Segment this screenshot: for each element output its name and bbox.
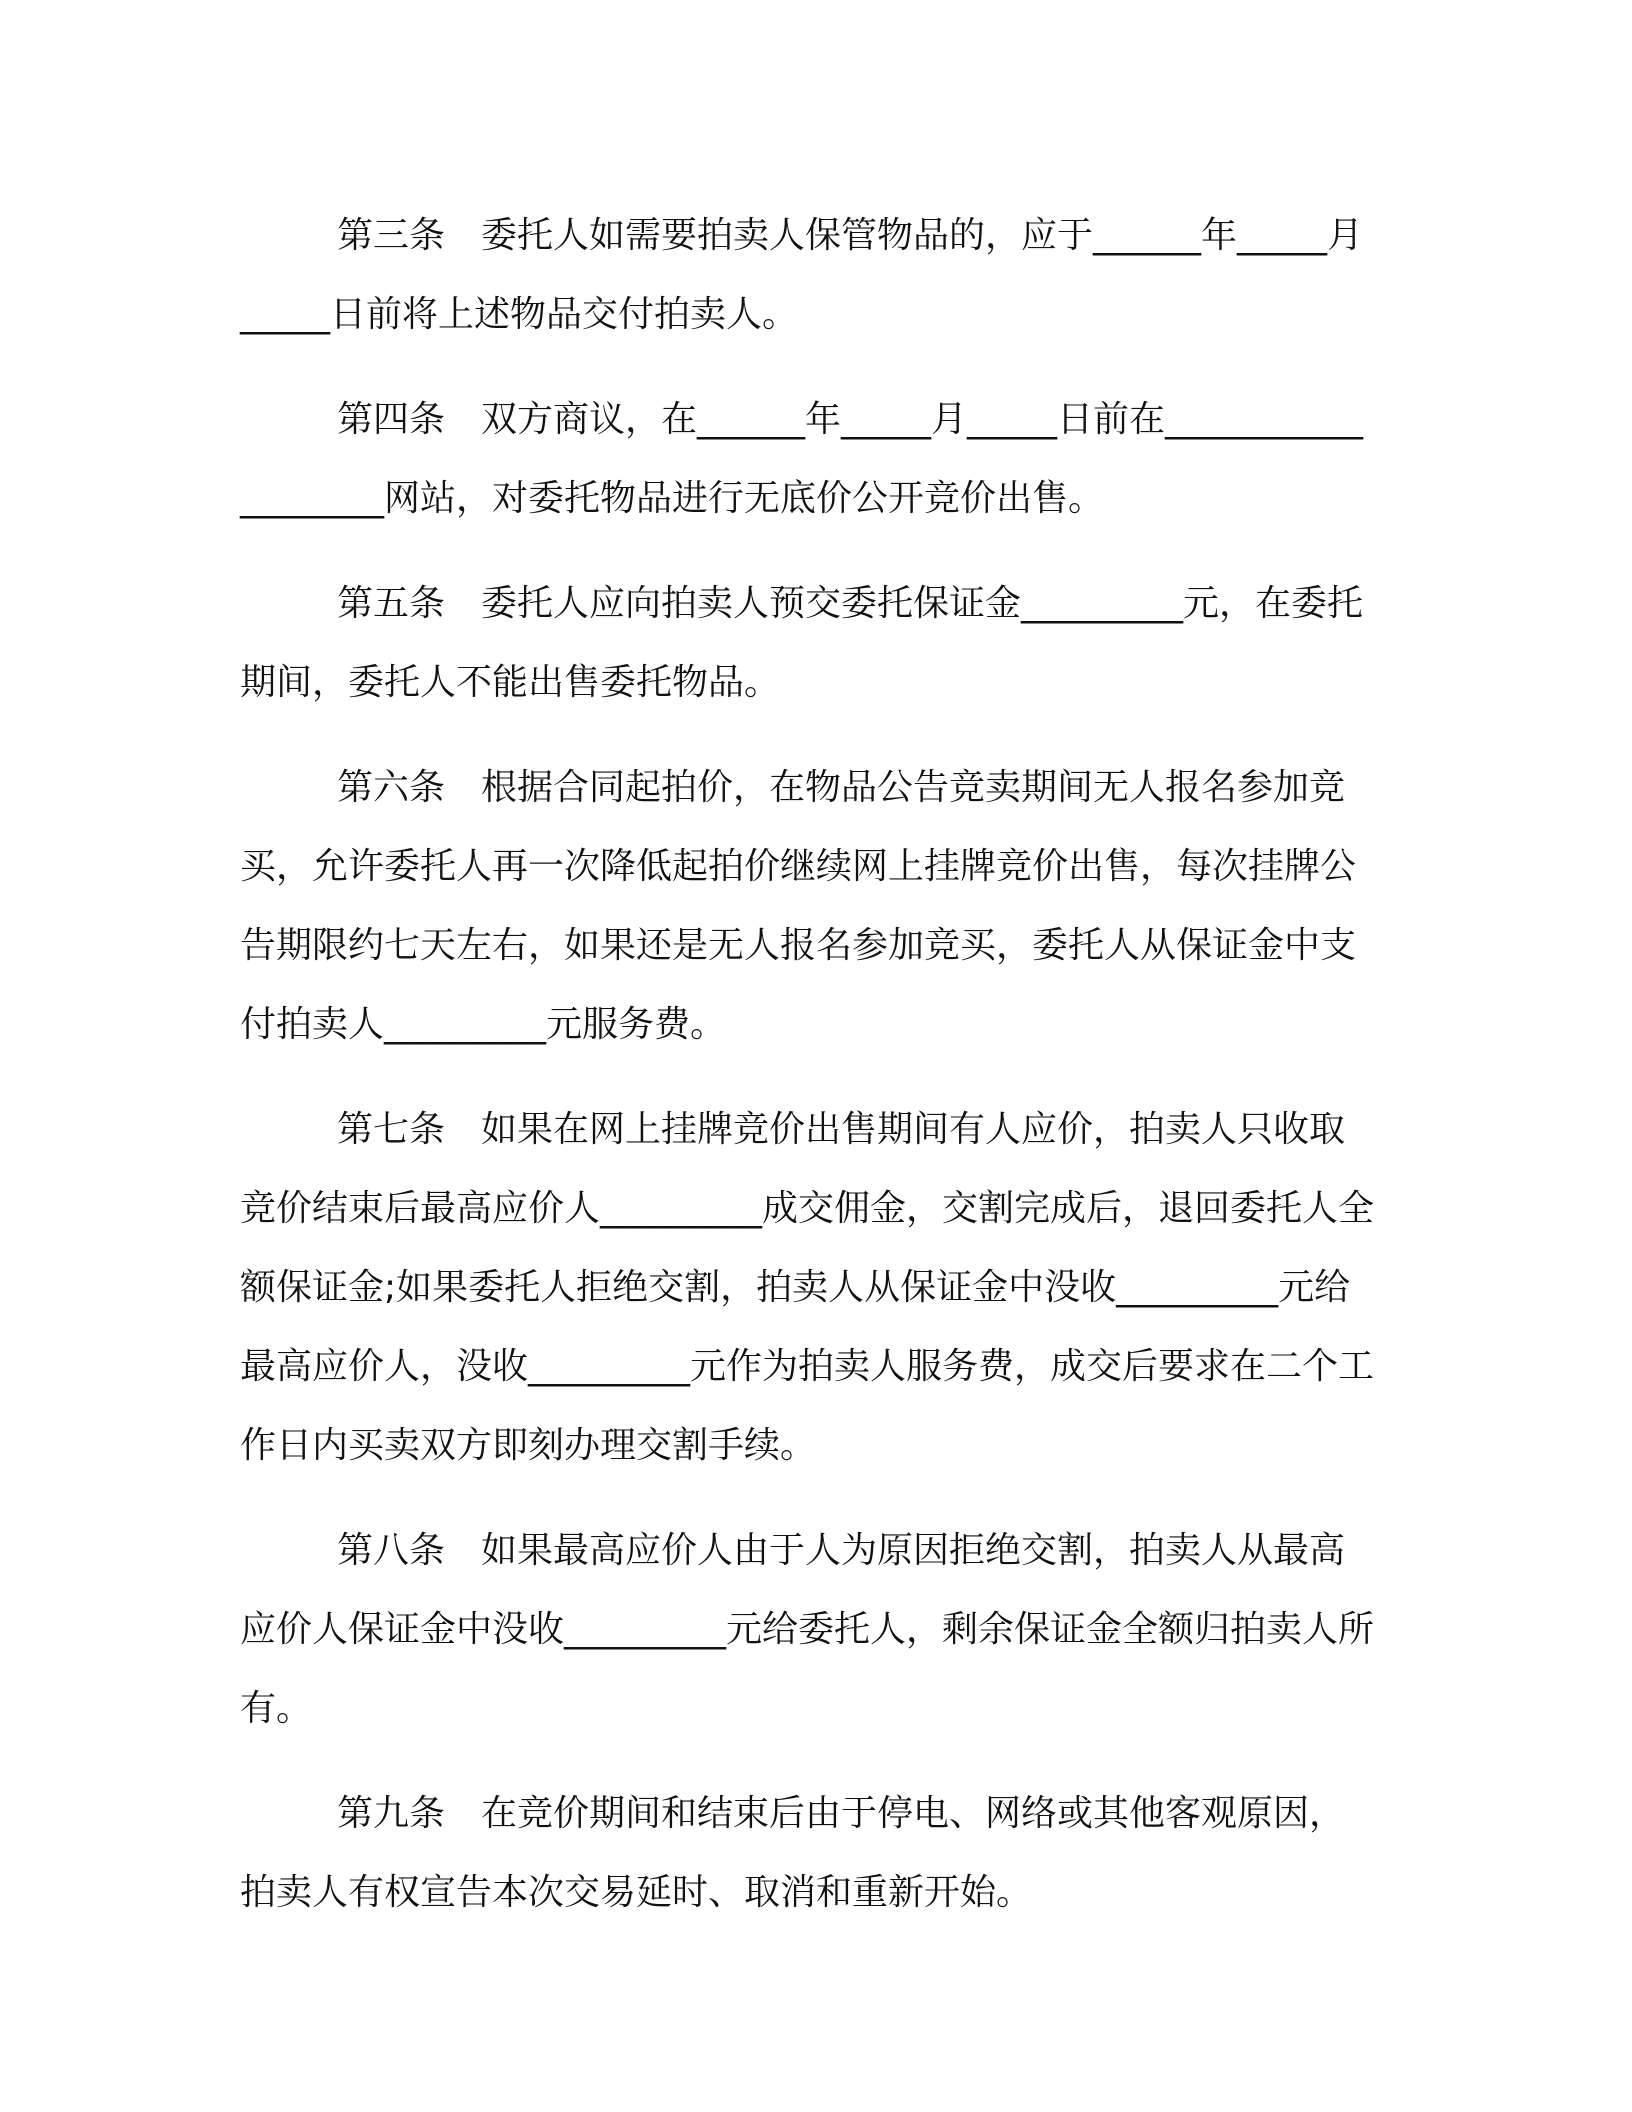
article-text: 委托人如需要拍卖人保管物品的，应于______年_____月_____日前将上述物品交付拍卖人。 <box>240 215 1364 335</box>
article-text: 如果最高应价人由于人为原因拒绝交割，拍卖人从最高应价人保证金中没收_________元给委托人，剩余保证金全额归拍卖人所有。 <box>240 1530 1375 1729</box>
article-3 <box>240 196 1380 354</box>
article-6 <box>240 748 1380 1064</box>
article-9 <box>240 1774 1380 1932</box>
article-text: 委托人应向拍卖人预交委托保证金_________元，在委托期间，委托人不能出售委托物品。 <box>240 583 1364 703</box>
article-4 <box>240 380 1380 538</box>
article-8 <box>240 1511 1380 1748</box>
article-number: 第三条 <box>337 215 446 256</box>
article-number: 第八条 <box>337 1530 446 1571</box>
article-text: 根据合同起拍价，在物品公告竞卖期间无人报名参加竞买，允许委托人再一次降低起拍价继续网上挂牌竞价出售，每次挂牌公告期限约七天左右，如果还是无人报名参加竞买，委托人从保证金中支付拍卖人_________元服务费。 <box>240 767 1357 1045</box>
article-number: 第五条 <box>337 583 446 624</box>
article-5 <box>240 564 1380 722</box>
article-number: 第七条 <box>337 1109 446 1150</box>
article-text: 如果在网上挂牌竞价出售期间有人应价，拍卖人只收取竞价结束后最高应价人_________成交佣金，交割完成后，退回委托人全额保证金;如果委托人拒绝交割，拍卖人从保证金中没收_________元给最高应价人，没收_________元作为拍卖人服务费，成交后要求在二个工作日内买卖双方即刻办理交割手续。 <box>240 1109 1375 1466</box>
article-number: 第九条 <box>337 1793 446 1834</box>
article-text: 双方商议，在______年_____月_____日前在___________________网站，对委托物品进行无底价公开竞价出售。 <box>240 399 1364 519</box>
contract-body <box>240 196 1380 1958</box>
article-7 <box>240 1090 1380 1485</box>
article-number: 第四条 <box>337 399 446 440</box>
article-number: 第六条 <box>337 767 446 808</box>
article-text: 在竞价期间和结束后由于停电、网络或其他客观原因，拍卖人有权宣告本次交易延时、取消和重新开始。 <box>240 1793 1346 1913</box>
